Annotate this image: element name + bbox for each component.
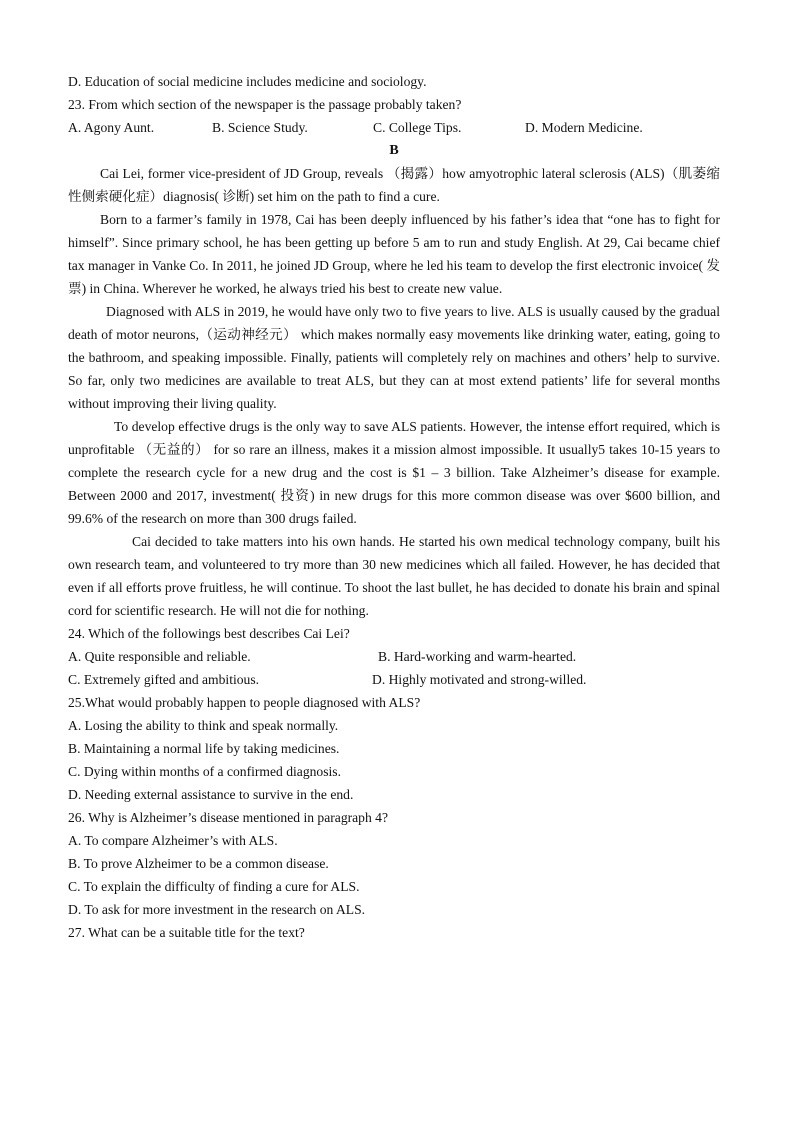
option-line: D. Education of social medicine includes medicine and sociology.	[68, 74, 427, 89]
paragraph-2: Born to a farmer’s family in 1978, Cai has been deeply influenced by his father’s idea that “one has to fight for himself”. Since primary school, he has been getting up before 5 am to run and study English. At 29, Cai became chief tax manager in Vanke Co. In 2011, he joined JD Group, where he led his team to develop the first electronic invoice( 发票) in China. Wherever he worked, he always tried his best to create new value.	[68, 212, 720, 296]
question-24-stem: 24. Which of the followings best describes Cai Lei?	[68, 626, 350, 641]
q23-option-a: A. Agony Aunt.	[68, 120, 155, 135]
question-24-options-row-1	[68, 645, 720, 668]
paragraph-3: Diagnosed with ALS in 2019, he would have only two to five years to live. ALS is usually caused by the gradual death of motor neurons,（运动神经元） which makes normally easy movements like drinking water, eating, going to the bathroom, and speaking impossible. Finally, patients will completely rely on machines and others’ help to survive. So far, only two medicines are available to treat ALS, but they can at most extend patients’ life for several months without improving their living quality.	[68, 304, 720, 411]
q26-option-c: C. To explain the difficulty of finding a cure for ALS.	[68, 879, 360, 894]
q26-option-d: D. To ask for more investment in the research on ALS.	[68, 902, 366, 917]
q24-option-d: D. Highly motivated and strong-willed.	[372, 672, 587, 687]
q24-option-a: A. Quite responsible and reliable.	[68, 649, 251, 664]
question-27-stem: 27. What can be a suitable title for the text?	[68, 925, 305, 940]
q26-option-a: A. To compare Alzheimer’s with ALS.	[68, 833, 278, 848]
question-26-stem: 26. Why is Alzheimer’s disease mentioned in paragraph 4?	[68, 810, 388, 825]
paragraph-5: Cai decided to take matters into his own hands. He started his own medical technology company, built his own research team, and volunteered to try more than 30 new medicines which all failed. However, he has decided that even if all efforts prove fruitless, he will continue. To shoot the last bullet, he has decided to donate his brain and spinal cord for scientific research. He will not die for nothing.	[68, 534, 720, 618]
q25-option-d: D. Needing external assistance to survive in the end.	[68, 787, 354, 802]
q25-option-b: B. Maintaining a normal life by taking medicines.	[68, 741, 340, 756]
question-25-stem: 25.What would probably happen to people diagnosed with ALS?	[68, 695, 421, 710]
q26-option-b: B. To prove Alzheimer to be a common disease.	[68, 856, 329, 871]
paragraph-4: To develop effective drugs is the only way to save ALS patients. However, the intense effort required, which is unprofitable （无益的） for so rare an illness, makes it a mission almost impossible. It usually5 takes 10-15 years to complete the research cycle for a new drug and the cost is $1 – 3 billion. Take Alzheimer’s disease for example. Between 2000 and 2017, investment( 投资) in new drugs for this more common disease was over $600 billion, and 99.6% of the research on more than 300 drugs failed.	[68, 419, 720, 526]
q25-option-c: C. Dying within months of a confirmed diagnosis.	[68, 764, 341, 779]
question-23-stem: 23. From which section of the newspaper is the passage probably taken?	[68, 97, 462, 112]
paragraph-1: Cai Lei, former vice-president of JD Group, reveals （揭露）how amyotrophic lateral sclerosis (ALS)（肌萎缩性侧索硬化症）diagnosis( 诊断) set him on the path to find a cure.	[68, 166, 720, 204]
q23-option-d: D. Modern Medicine.	[525, 120, 643, 135]
q24-option-c: C. Extremely gifted and ambitious.	[68, 672, 260, 687]
section-title: B	[389, 143, 399, 158]
q23-option-c: C. College Tips.	[373, 120, 462, 135]
q25-option-a: A. Losing the ability to think and speak normally.	[68, 718, 339, 733]
document-page	[68, 70, 720, 944]
question-23-options	[68, 116, 720, 139]
q24-option-b: B. Hard-working and warm-hearted.	[378, 649, 577, 664]
question-24-options-row-2	[68, 668, 720, 691]
q23-option-b: B. Science Study.	[212, 120, 308, 135]
